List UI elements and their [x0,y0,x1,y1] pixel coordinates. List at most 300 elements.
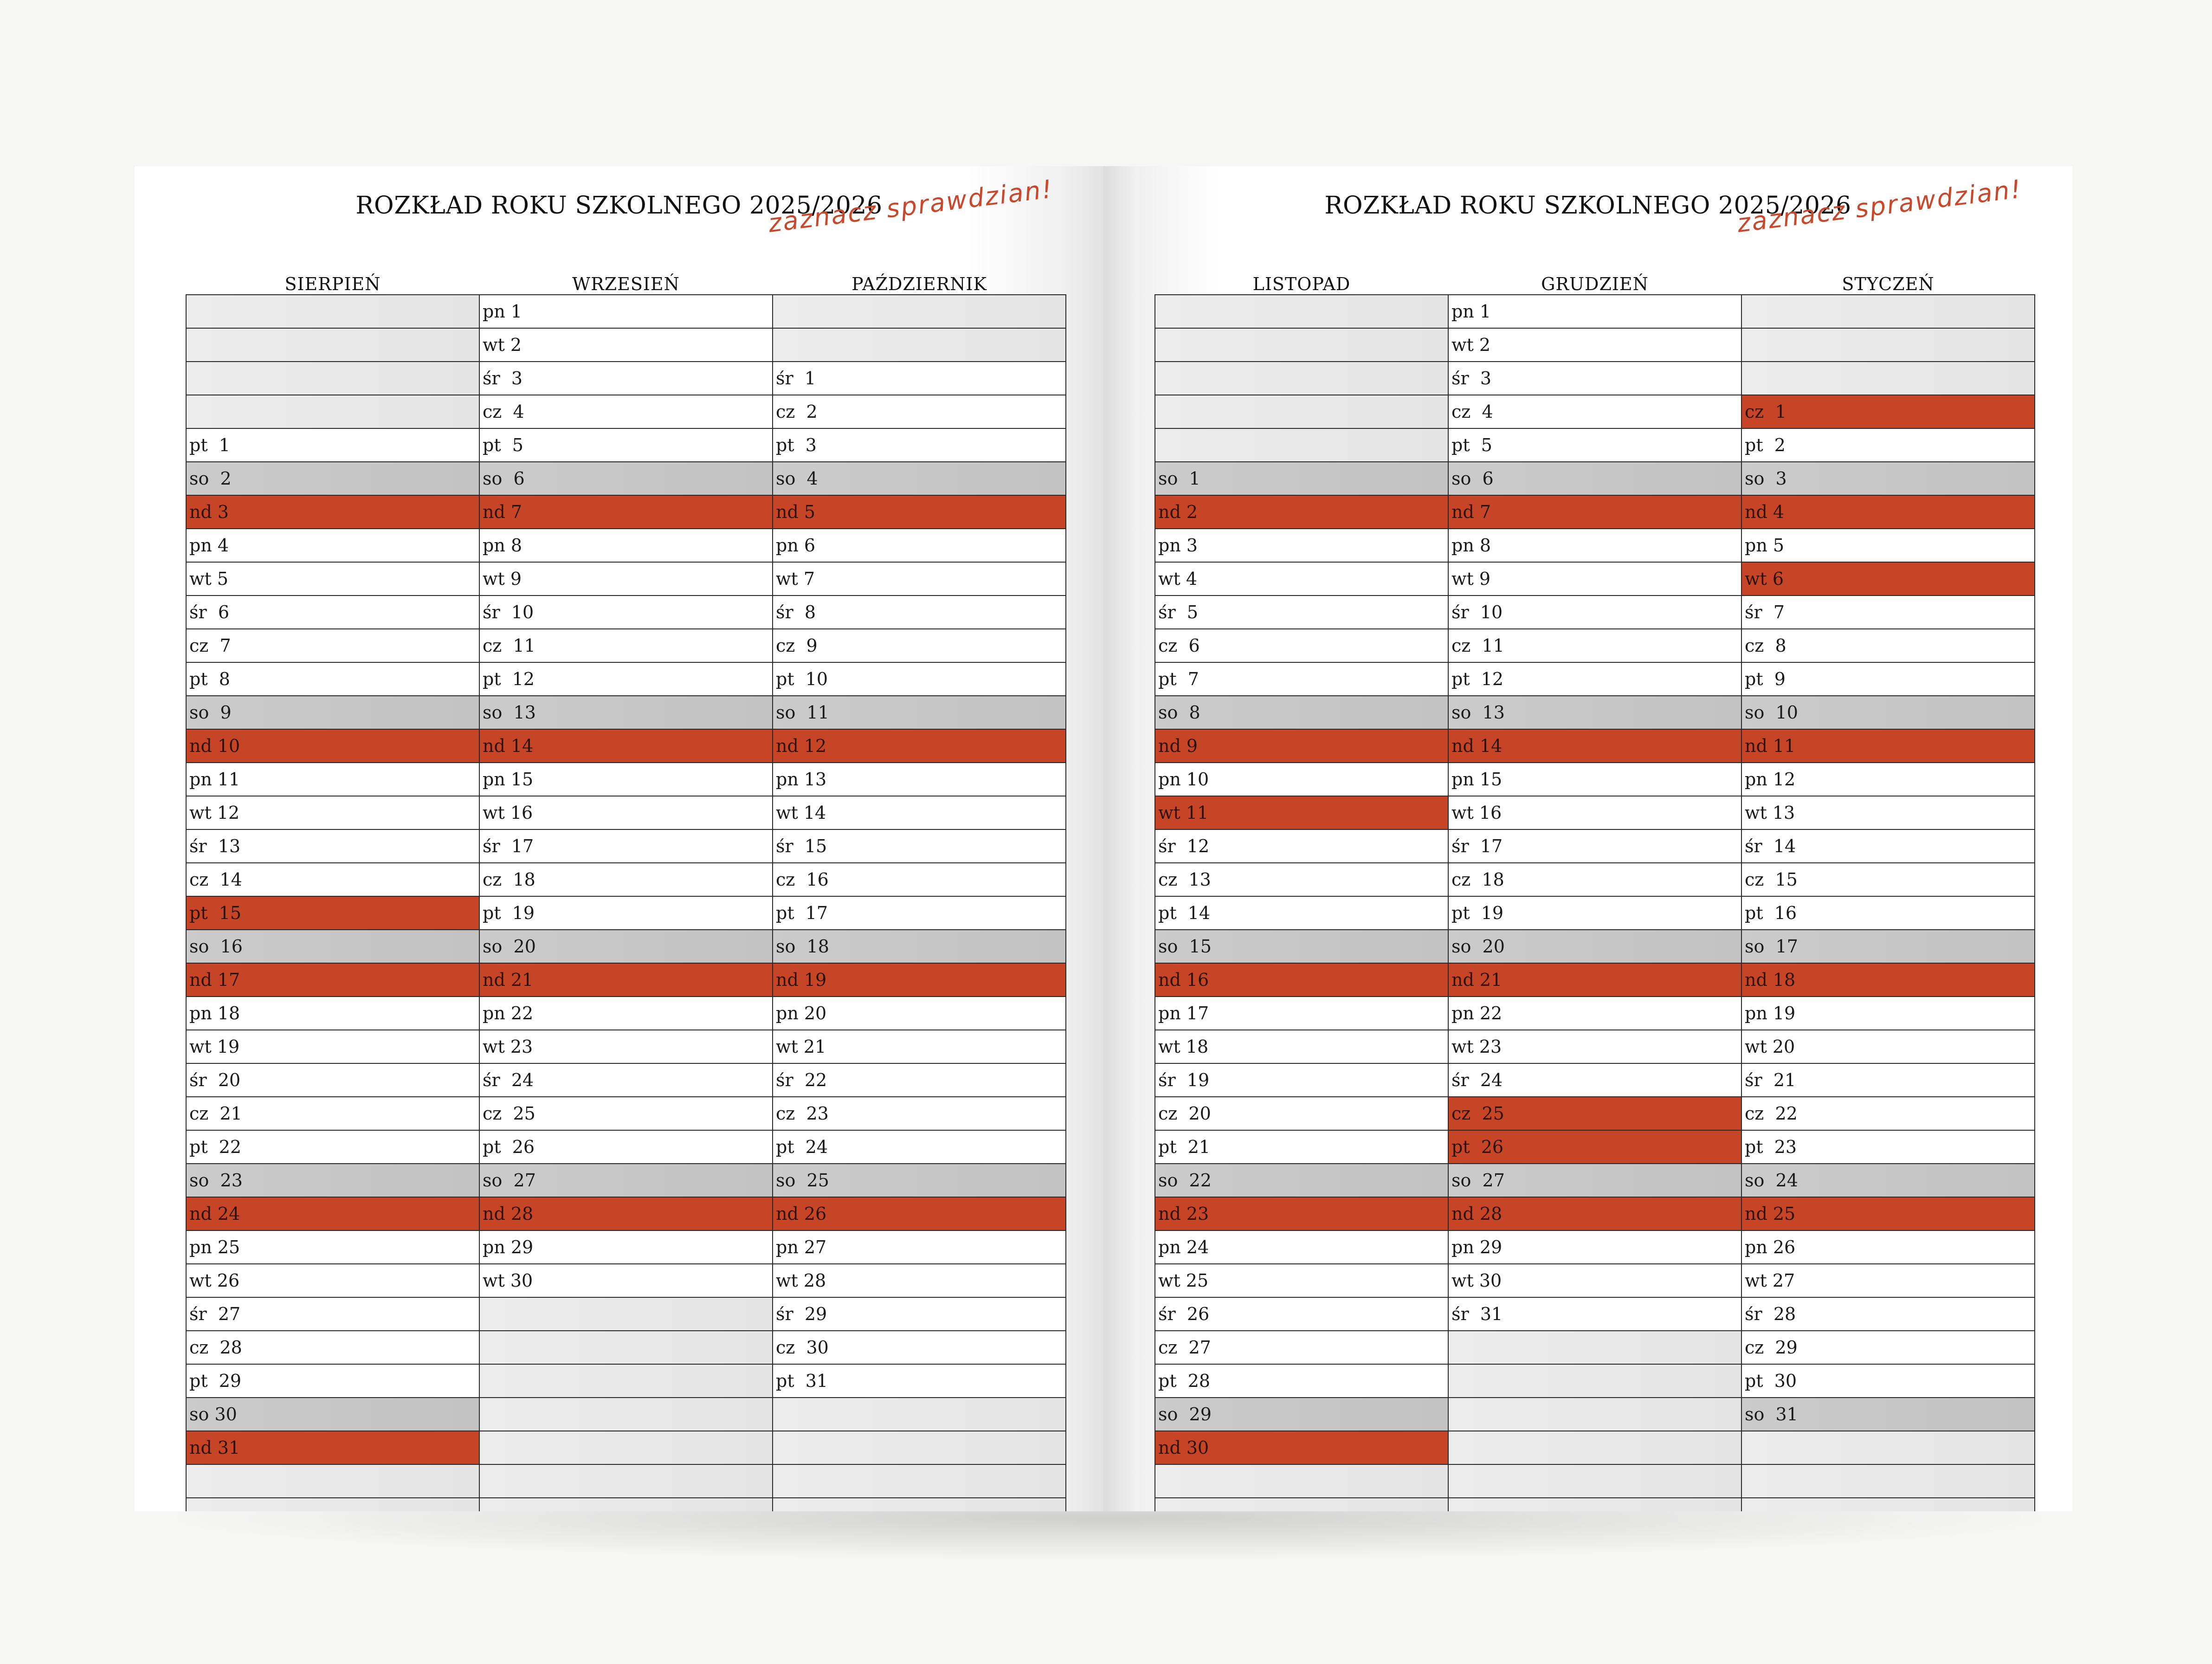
day-cell: pn 4 [186,529,479,562]
day-cell: śr 10 [1448,596,1741,629]
calendar-row [186,395,1066,428]
day-cell: cz 11 [1448,629,1741,662]
day-cell: cz 4 [479,395,773,428]
calendar-row [186,529,1066,562]
day-cell: nd 31 [186,1431,479,1464]
day-cell: so 27 [1448,1164,1741,1197]
day-cell: pt 26 [1448,1130,1741,1164]
empty-cell [479,1297,773,1331]
day-cell: nd 12 [773,729,1066,763]
day-cell: so 31 [1741,1398,2035,1431]
calendar-row [1155,763,2035,796]
day-cell: śr 15 [773,829,1066,863]
empty-cell [186,328,479,362]
day-cell: śr 17 [479,829,773,863]
day-cell: wt 9 [1448,562,1741,596]
calendar-row [186,1331,1066,1364]
left-page [135,166,1103,1511]
day-cell: wt 23 [479,1030,773,1063]
day-cell: so 4 [773,462,1066,495]
day-cell: nd 14 [1448,729,1741,763]
day-cell: śr 12 [1155,829,1448,863]
day-cell: so 1 [1155,462,1448,495]
calendar-row [186,896,1066,930]
day-cell: śr 27 [186,1297,479,1331]
calendar-row [1155,562,2035,596]
day-cell: nd 19 [773,963,1066,997]
day-cell: cz 30 [773,1331,1066,1364]
day-cell: wt 12 [186,796,479,829]
day-cell: śr 22 [773,1063,1066,1097]
day-cell: pt 28 [1155,1364,1448,1398]
calendar-row [1155,963,2035,997]
day-cell: so 3 [1741,462,2035,495]
day-cell: wt 16 [479,796,773,829]
month-header: GRUDZIEŃ [1541,274,1649,294]
day-cell: so 9 [186,696,479,729]
empty-cell [479,1498,773,1511]
day-cell: wt 5 [186,562,479,596]
calendar-row [1155,596,2035,629]
day-cell: nd 21 [479,963,773,997]
day-cell: pt 10 [773,662,1066,696]
day-cell: pt 21 [1155,1130,1448,1164]
day-cell: so 15 [1155,930,1448,963]
empty-cell [186,362,479,395]
day-cell: so 6 [479,462,773,495]
empty-cell [186,295,479,328]
day-cell: so 22 [1155,1164,1448,1197]
calendar-row [1155,863,2035,896]
calendar-row [1155,1130,2035,1164]
calendar-row [1155,395,2035,428]
day-cell: wt 4 [1155,562,1448,596]
empty-cell [1741,1498,2035,1511]
day-cell: nd 14 [479,729,773,763]
day-cell: wt 25 [1155,1264,1448,1297]
calendar-row [186,1063,1066,1097]
calendar-row [186,328,1066,362]
day-cell: pt 1 [186,428,479,462]
calendar-row [186,1130,1066,1164]
empty-cell [773,1498,1066,1511]
day-cell: cz 21 [186,1097,479,1130]
day-cell: nd 16 [1155,963,1448,997]
calendar-row [1155,1431,2035,1464]
empty-cell [479,1464,773,1498]
day-cell: so 17 [1741,930,2035,963]
day-cell: pt 19 [1448,896,1741,930]
day-cell: pt 9 [1741,662,2035,696]
day-cell: cz 22 [1741,1097,2035,1130]
day-cell: śr 17 [1448,829,1741,863]
day-cell: so 2 [186,462,479,495]
day-cell: nd 5 [773,495,1066,529]
day-cell: pn 13 [773,763,1066,796]
empty-cell [1741,362,2035,395]
calendar-row [186,1030,1066,1063]
day-cell: pt 15 [186,896,479,930]
calendar-table [1154,274,2035,1511]
day-cell: cz 28 [186,1331,479,1364]
day-cell: śr 6 [186,596,479,629]
day-cell: nd 7 [479,495,773,529]
page-title: ROZKŁAD ROKU SZKOLNEGO 2025/2026 [355,192,883,220]
day-cell: pt 3 [773,428,1066,462]
calendar-row [186,729,1066,763]
day-cell: pn 18 [186,997,479,1030]
day-cell: pn 11 [186,763,479,796]
empty-cell [773,295,1066,328]
day-cell: śr 3 [479,362,773,395]
calendar-row [186,428,1066,462]
month-header: STYCZEŃ [1842,274,1935,294]
month-header: WRZESIEŃ [572,274,680,294]
day-cell: pt 31 [773,1364,1066,1398]
day-cell: śr 26 [1155,1297,1448,1331]
day-cell: wt 23 [1448,1030,1741,1063]
day-cell: wt 19 [186,1030,479,1063]
calendar-row [1155,328,2035,362]
calendar-row [186,696,1066,729]
calendar-row [1155,1464,2035,1498]
day-cell: nd 10 [186,729,479,763]
day-cell: pn 15 [1448,763,1741,796]
calendar-row [1155,1230,2035,1264]
day-cell: so 20 [479,930,773,963]
day-cell: śr 21 [1741,1063,2035,1097]
calendar-row [186,1197,1066,1230]
calendar-row [186,1431,1066,1464]
calendar-row [186,1398,1066,1431]
calendar-row [186,863,1066,896]
day-cell: cz 20 [1155,1097,1448,1130]
day-cell: cz 29 [1741,1331,2035,1364]
calendar-row [1155,796,2035,829]
day-cell: śr 20 [186,1063,479,1097]
day-cell: pt 17 [773,896,1066,930]
calendar-row [186,362,1066,395]
calendar-row [186,829,1066,863]
empty-cell [1155,428,1448,462]
day-cell: wt 13 [1741,796,2035,829]
day-cell: cz 9 [773,629,1066,662]
empty-cell [479,1431,773,1464]
empty-cell [1155,1464,1448,1498]
day-cell: pt 29 [186,1364,479,1398]
day-cell: cz 6 [1155,629,1448,662]
calendar-row [186,796,1066,829]
day-cell: śr 13 [186,829,479,863]
day-cell: śr 8 [773,596,1066,629]
empty-cell [1448,1464,1741,1498]
empty-cell [1155,1498,1448,1511]
calendar-row [1155,1398,2035,1431]
day-cell: cz 18 [479,863,773,896]
day-cell: wt 30 [479,1264,773,1297]
day-cell: pt 12 [1448,662,1741,696]
day-cell: nd 18 [1741,963,2035,997]
day-cell: nd 28 [1448,1197,1741,1230]
day-cell: nd 17 [186,963,479,997]
day-cell: pt 5 [479,428,773,462]
empty-cell [1741,328,2035,362]
day-cell: pt 5 [1448,428,1741,462]
calendar-row [1155,829,2035,863]
day-cell: wt 28 [773,1264,1066,1297]
empty-cell [479,1398,773,1431]
day-cell: pt 24 [773,1130,1066,1164]
empty-cell [1448,1498,1741,1511]
day-cell: pt 7 [1155,662,1448,696]
day-cell: nd 9 [1155,729,1448,763]
day-cell: pn 22 [1448,997,1741,1030]
day-cell: śr 14 [1741,829,2035,863]
day-cell: pn 22 [479,997,773,1030]
day-cell: so 29 [1155,1398,1448,1431]
day-cell: nd 21 [1448,963,1741,997]
empty-cell [1741,1464,2035,1498]
calendar-row [186,495,1066,529]
day-cell: pn 26 [1741,1230,2035,1264]
day-cell: nd 30 [1155,1431,1448,1464]
empty-cell [186,1464,479,1498]
day-cell: wt 11 [1155,796,1448,829]
calendar-row [1155,729,2035,763]
day-cell: wt 20 [1741,1030,2035,1063]
day-cell: pt 12 [479,662,773,696]
day-cell: śr 31 [1448,1297,1741,1331]
day-cell: pn 17 [1155,997,1448,1030]
day-cell: nd 25 [1741,1197,2035,1230]
month-header: LISTOPAD [1252,274,1351,294]
day-cell: wt 21 [773,1030,1066,1063]
day-cell: pn 15 [479,763,773,796]
day-cell: so 25 [773,1164,1066,1197]
empty-cell [773,1398,1066,1431]
empty-cell [1448,1364,1741,1398]
day-cell: pt 23 [1741,1130,2035,1164]
day-cell: pn 12 [1741,763,2035,796]
calendar-row [1155,997,2035,1030]
calendar-row [186,462,1066,495]
calendar-row [186,596,1066,629]
day-cell: so 10 [1741,696,2035,729]
calendar-row [1155,1164,2035,1197]
day-cell: cz 7 [186,629,479,662]
day-cell: nd 23 [1155,1197,1448,1230]
calendar-row [1155,1063,2035,1097]
day-cell: śr 24 [1448,1063,1741,1097]
day-cell: pn 24 [1155,1230,1448,1264]
day-cell: pn 29 [479,1230,773,1264]
day-cell: pt 14 [1155,896,1448,930]
calendar-row [186,1264,1066,1297]
day-cell: pn 29 [1448,1230,1741,1264]
day-cell: pn 19 [1741,997,2035,1030]
empty-cell [1155,328,1448,362]
empty-cell [479,1364,773,1398]
day-cell: wt 18 [1155,1030,1448,1063]
day-cell: so 20 [1448,930,1741,963]
calendar-row [186,997,1066,1030]
empty-cell [479,1331,773,1364]
day-cell: śr 1 [773,362,1066,395]
calendar-row [1155,495,2035,529]
day-cell: so 8 [1155,696,1448,729]
page-title: ROZKŁAD ROKU SZKOLNEGO 2025/2026 [1324,192,1851,220]
empty-cell [1448,1331,1741,1364]
day-cell: śr 3 [1448,362,1741,395]
day-cell: nd 26 [773,1197,1066,1230]
day-cell: so 27 [479,1164,773,1197]
calendar-row [186,1230,1066,1264]
handwritten-note: zaznacz sprawdzian! [1735,174,2024,238]
calendar-row [186,1364,1066,1398]
calendar-row [186,295,1066,328]
day-cell: cz 18 [1448,863,1741,896]
day-cell: nd 4 [1741,495,2035,529]
calendar-row [186,963,1066,997]
calendar-row [1155,1197,2035,1230]
calendar-row [1155,462,2035,495]
day-cell: so 11 [773,696,1066,729]
day-cell: so 13 [1448,696,1741,729]
day-cell: wt 2 [479,328,773,362]
calendar-row [1155,696,2035,729]
calendar-row [1155,662,2035,696]
day-cell: nd 24 [186,1197,479,1230]
day-cell: pn 8 [1448,529,1741,562]
day-cell: pt 2 [1741,428,2035,462]
day-cell: cz 23 [773,1097,1066,1130]
day-cell: wt 2 [1448,328,1741,362]
day-cell: so 24 [1741,1164,2035,1197]
day-cell: pt 8 [186,662,479,696]
day-cell: śr 7 [1741,596,2035,629]
empty-cell [186,395,479,428]
month-header: SIERPIEŃ [284,274,381,294]
calendar-row [186,662,1066,696]
day-cell: pn 8 [479,529,773,562]
day-cell: śr 29 [773,1297,1066,1331]
day-cell: cz 25 [1448,1097,1741,1130]
calendar-row [186,1297,1066,1331]
empty-cell [1741,295,2035,328]
day-cell: pn 1 [479,295,773,328]
calendar-row [1155,1364,2035,1398]
day-cell: cz 14 [186,863,479,896]
calendar-row [1155,930,2035,963]
calendar-row [186,629,1066,662]
calendar-row [1155,629,2035,662]
day-cell: cz 25 [479,1097,773,1130]
calendar-row [1155,1498,2035,1511]
empty-cell [1155,362,1448,395]
day-cell: cz 4 [1448,395,1741,428]
day-cell: wt 6 [1741,562,2035,596]
day-cell: cz 27 [1155,1331,1448,1364]
day-cell: pn 6 [773,529,1066,562]
handwritten-note: zaznacz sprawdzian! [767,174,1055,238]
day-cell: śr 10 [479,596,773,629]
calendar-row [186,1498,1066,1511]
empty-cell [1448,1398,1741,1431]
day-cell: pt 26 [479,1130,773,1164]
calendar-row [186,1464,1066,1498]
empty-cell [1155,395,1448,428]
calendar-row [1155,428,2035,462]
day-cell: nd 28 [479,1197,773,1230]
day-cell: pn 10 [1155,763,1448,796]
empty-cell [1448,1431,1741,1464]
calendar-row [1155,362,2035,395]
day-cell: so 18 [773,930,1066,963]
empty-cell [773,328,1066,362]
calendar-row [186,562,1066,596]
day-cell: cz 15 [1741,863,2035,896]
day-cell: cz 16 [773,863,1066,896]
day-cell: pt 19 [479,896,773,930]
calendar-row [1155,1264,2035,1297]
day-cell: wt 7 [773,562,1066,596]
day-cell: wt 9 [479,562,773,596]
day-cell: cz 13 [1155,863,1448,896]
calendar-row [1155,295,2035,328]
day-cell: so 23 [186,1164,479,1197]
calendar-row [1155,1097,2035,1130]
day-cell: pn 1 [1448,295,1741,328]
day-cell: pt 16 [1741,896,2035,930]
calendar-row [1155,529,2035,562]
day-cell: so 16 [186,930,479,963]
day-cell: so 30 [186,1398,479,1431]
day-cell: cz 1 [1741,395,2035,428]
month-header: PAŹDZIERNIK [851,274,987,294]
day-cell: wt 14 [773,796,1066,829]
day-cell: so 6 [1448,462,1741,495]
day-cell: cz 11 [479,629,773,662]
calendar-row [186,763,1066,796]
day-cell: so 13 [479,696,773,729]
empty-cell [773,1431,1066,1464]
day-cell: pt 22 [186,1130,479,1164]
day-cell: wt 16 [1448,796,1741,829]
day-cell: śr 28 [1741,1297,2035,1331]
day-cell: śr 24 [479,1063,773,1097]
empty-cell [186,1498,479,1511]
day-cell: wt 30 [1448,1264,1741,1297]
day-cell: nd 3 [186,495,479,529]
day-cell: pn 5 [1741,529,2035,562]
calendar-row [1155,1331,2035,1364]
calendar-row [1155,1030,2035,1063]
right-page [1103,166,2072,1511]
calendar-row [1155,896,2035,930]
day-cell: cz 8 [1741,629,2035,662]
day-cell: nd 11 [1741,729,2035,763]
day-cell: pn 3 [1155,529,1448,562]
day-cell: wt 26 [186,1264,479,1297]
calendar-row [186,1164,1066,1197]
empty-cell [773,1464,1066,1498]
calendar-row [186,930,1066,963]
empty-cell [1741,1431,2035,1464]
day-cell: śr 19 [1155,1063,1448,1097]
day-cell: pn 25 [186,1230,479,1264]
day-cell: pt 30 [1741,1364,2035,1398]
day-cell: śr 5 [1155,596,1448,629]
